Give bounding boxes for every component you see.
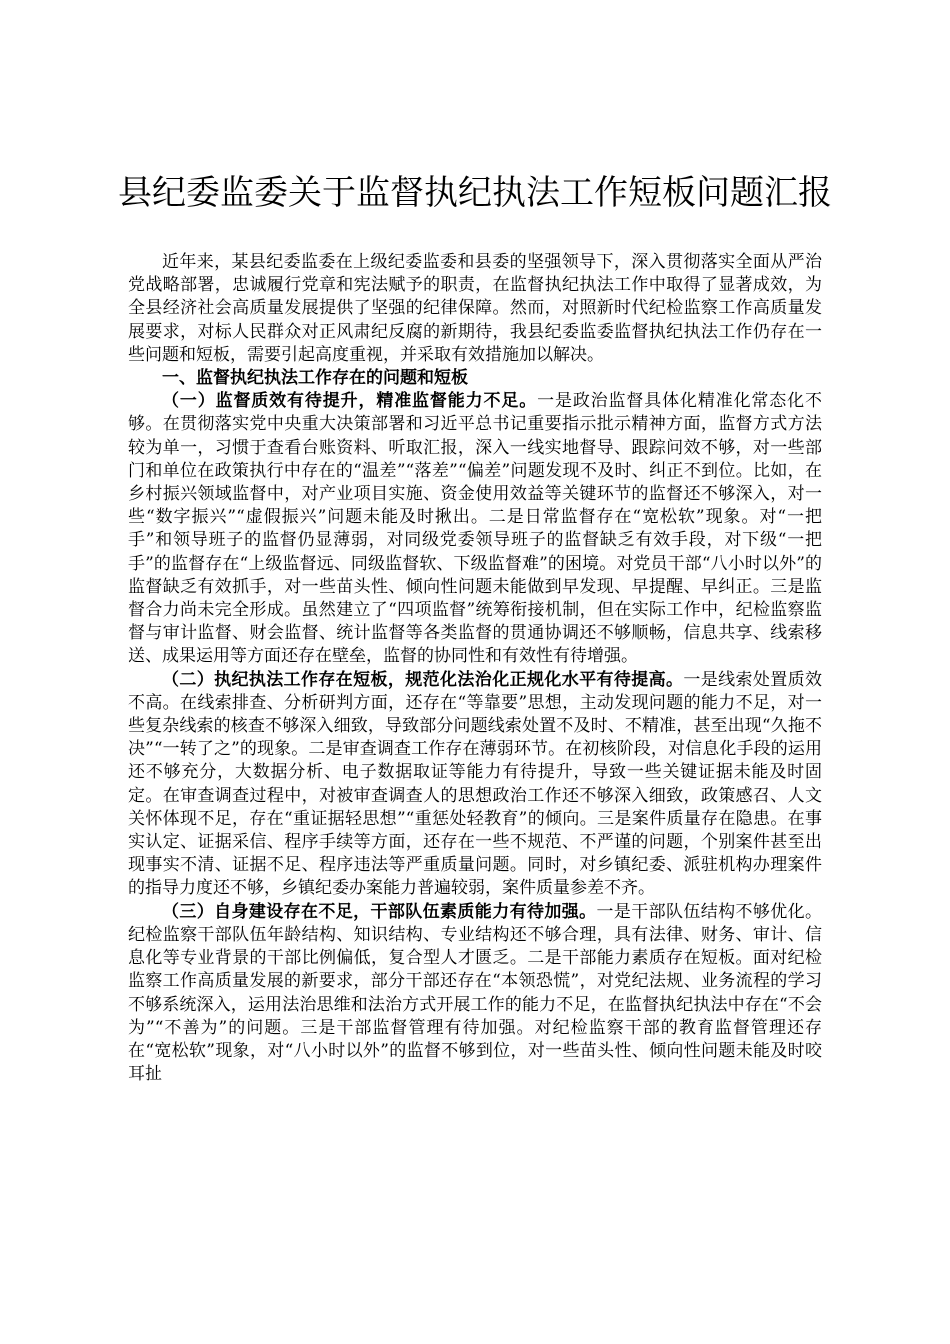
document-title: 县纪委监委关于监督执纪执法工作短板问题汇报 — [118, 173, 832, 213]
subsection-heading-2: （二）执纪执法工作存在短板，规范化法治化正规化水平有待提高。 — [162, 669, 684, 690]
subsection-heading-1: （一）监督质效有待提升，精准监督能力不足。 — [162, 391, 538, 412]
intro-paragraph: 近年来，某县纪委监委在上级纪委监委和县委的坚强领导下，深入贯彻落实全面从严治党战略部署，忠诚履行党章和宪法赋予的职责，在监督执纪执法工作中取得了显著成效，为全县经济社会高质量发展提供了坚强的纪律保障。然而，对照新时代纪检监察工作高质量发展要求，对标人民群众对正风肃纪反腐的新期待，我县纪委监委监督执纪执法工作仍存在一些问题和短板，需要引起高度重视，并采取有效措施加以解决。 — [128, 252, 822, 365]
subsection-text-1: 一是政治监督具体化精准化常态化不够。在贯彻落实党中央重大决策部署和习近平总书记重要指示批示精神方面，监督方式方法较为单一，习惯于查看台账资料、听取汇报，深入一线实地督导、跟踪问效不够，对一些部门和单位在政策执行中存在的“温差”“落差”“偏差”问题发现不及时、纠正不到位。比如，在乡村振兴领域监督中，对产业项目实施、资金使用效益等关键环节的监督还不够深入，对一些“数字振兴”“虚假振兴”问题未能及时揪出。二是日常监督存在“宽松软”现象。对“一把手”和领导班子的监督仍显薄弱，对同级党委领导班子的监督缺乏有效手段，对下级“一把手”的监督存在“上级监督远、同级监督软、下级监督难”的困境。对党员干部“八小时以外”的监督缺乏有效抓手，对一些苗头性、倾向性问题未能做到早发现、早提醒、早纠正。三是监督合力尚未完全形成。虽然建立了“四项监督”统筹衔接机制，但在实际工作中，纪检监察监督与审计监督、财会监督、统计监督等各类监督的贯通协调还不够顺畅，信息共享、线索移送、成果运用等方面还存在壁垒，监督的协同性和有效性有待增强。 — [128, 391, 823, 667]
subsection-paragraph-3 — [128, 901, 822, 1087]
subsection-paragraph-2 — [128, 669, 822, 901]
document-body — [128, 251, 822, 1086]
section-heading: 一、监督执纪执法工作存在的问题和短板 — [162, 368, 468, 389]
subsection-text-2: 一是线索处置质效不高。在线索排查、分析研判方面，还存在“等靠要”思想，主动发现问题的能力不足，对一些复杂线索的核查不够深入细致，导致部分问题线索处置不及时、不精准，甚至出现“久拖不决”“一转了之”的现象。二是审查调查工作存在薄弱环节。在初核阶段，对信息化手段的运用还不够充分，大数据分析、电子数据取证等能力有待提升，导致一些关键证据未能及时固定。在审查调查过程中，对被审查调查人的思想政治工作还不够深入细致，政策感召、人文关怀体现不足，存在“重证据轻思想”“重惩处轻教育”的倾向。三是案件质量存在隐患。在事实认定、证据采信、程序手续等方面，还存在一些不规范、不严谨的问题，个别案件甚至出现事实不清、证据不足、程序违法等严重质量问题。同时，对乡镇纪委、派驻机构办理案件的指导力度还不够，乡镇纪委办案能力普遍较弱，案件质量参差不齐。 — [128, 669, 823, 899]
subsection-text-3: 一是干部队伍结构不够优化。纪检监察干部队伍年龄结构、知识结构、专业结构还不够合理，具有法律、财务、审计、信息化等专业背景的干部比例偏低，复合型人才匮乏。二是干部能力素质存在短板。面对纪检监察工作高质量发展的新要求，部分干部还存在“本领恐慌”，对党纪法规、业务流程的学习不够系统深入，运用法治思维和法治方式开展工作的能力不足，在监督执纪执法中存在“不会为”“不善为”的问题。三是干部监督管理有待加强。对纪检监察干部的教育监督管理还存在“宽松软”现象，对“八小时以外”的监督不够到位，对一些苗头性、倾向性问题未能及时咬耳扯 — [128, 901, 823, 1085]
subsection-paragraph-1 — [128, 390, 822, 668]
subsection-heading-3: （三）自身建设存在不足，干部队伍素质能力有待加强。 — [162, 901, 597, 922]
